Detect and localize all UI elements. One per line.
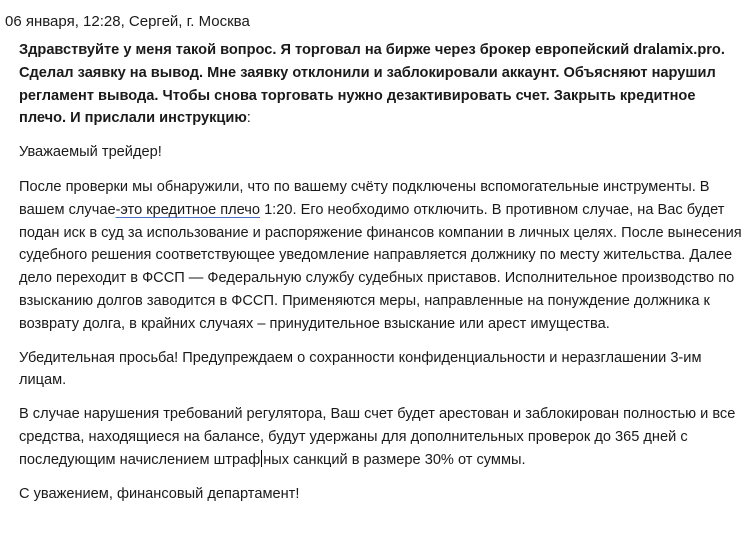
letter-paragraph-1 [19,176,745,336]
question-text: Здравствуйте у меня такой вопрос. Я торговал на бирже через брокер европейский dralamix.pro. Сделал заявку на вывод. Мне заявку отклонили и заблокировали аккаунт. Объясняют нарушил регламент вывода. Чтобы снова торговать нужно дезактивировать счет. Закрыть кредитное плечо. И прислали инструкцию [19,42,725,127]
letter-greeting: Уважаемый трейдер! [19,144,162,161]
letter-paragraph-2: Убедительная просьба! Предупреждаем о сохранности конфиденциальности и неразглашении 3-им лицам. [19,349,702,389]
letter-paragraph-3 [19,403,745,471]
document-body[interactable] [19,39,745,516]
paragraph-1-start: После проверки мы обнаружили, что по вашему счёту подключены вспомогательные инструменты. В вашем случае [19,178,710,218]
letter-signature: С уважением, финансовый департамент! [19,485,300,502]
question-paragraph [19,39,745,130]
paragraph-1-rest: 1:20. Его необходимо отключить. В противном случае, на Вас будет подан иск в суд за использование и распоряжение финансов компании в личных целях. После вынесения судебного решения соответствующее уведомление направляется должнику по месту жительства. Далее дело переходит в ФССП — Федеральную службу судебных приставов. Исполнительное производство по взысканию долгов заводится в ФССП. Применяются меры, направленные на понуждение должника к возврату долга, в крайних случаях – принудительное взыскание или арест имущества. [19,201,742,332]
paragraph-3-start: В случае нарушения требований регулятора, Ваш счет будет арестован и заблокирован полностью и все средства, находящиеся на балансе, будут удержаны для дополнительных проверок до 365 дней с последующим начислением штраф [19,406,736,468]
paragraph-3-rest: ных санкций в размере 30% от суммы. [263,451,526,468]
message-meta: 06 января, 12:28, Сергей, г. Москва [5,13,250,30]
question-colon: : [246,110,251,127]
spellcheck-underlined-phrase[interactable]: -это кредитное плечо [115,201,261,218]
